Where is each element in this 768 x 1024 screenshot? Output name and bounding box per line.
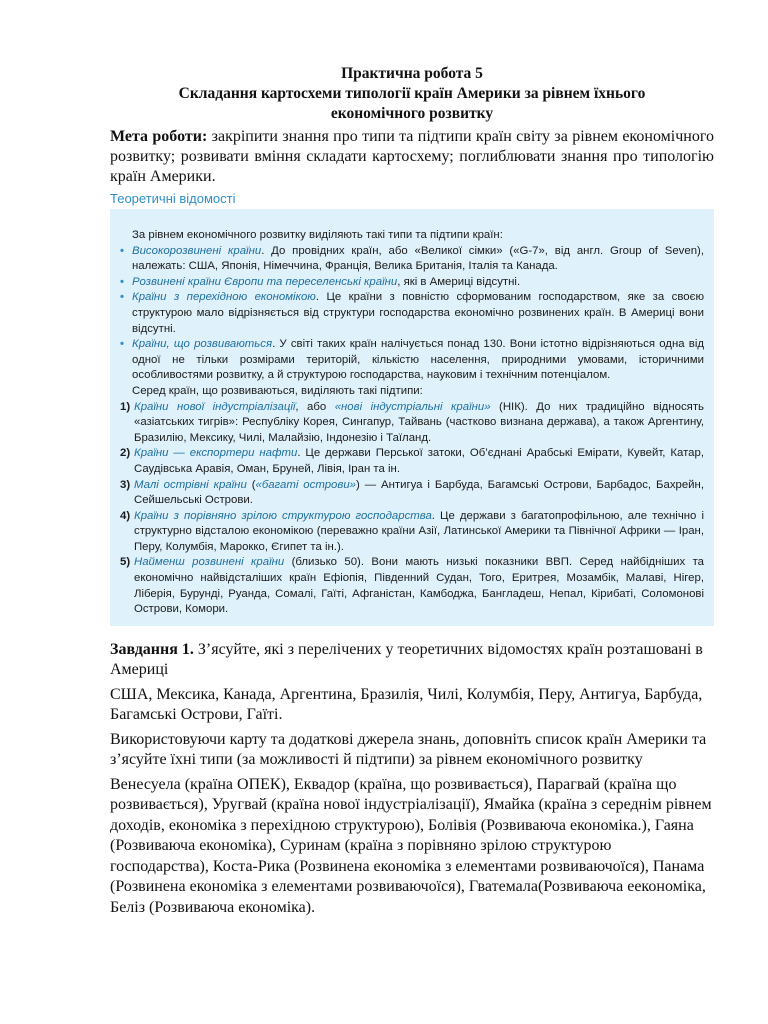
theory-bullet [120, 275, 704, 291]
bullet-text: , які в Америці відсутні. [397, 275, 521, 288]
theory-bullet [120, 337, 704, 384]
subtype-number: 5) [120, 556, 131, 569]
task-paragraph [110, 640, 714, 681]
theory-box [110, 209, 714, 626]
subtype-term-alt: «нові індустріальні країни» [334, 400, 491, 413]
bullet-term: Розвинені країни Європи та переселенські країни [132, 275, 398, 288]
bullet-text: . Це країни з повністю сформованим господарством, яке за своєю структурою мало відрізняється від структури господарства економічно розвинених країн. В Америці вони відсутні. [132, 291, 704, 335]
title-line-1: Практична робота 5 [341, 65, 483, 82]
subtype-text: ) — Антигуа і Барбуда, Багамські Острови, Барбадос, Бахрейн, Сейшельські Острови. [134, 478, 704, 507]
theory-subintro: Серед країн, що розвиваються, виділяють такі підтипи: [132, 384, 423, 397]
theory-bullet [120, 244, 704, 275]
bullet-icon: • [120, 275, 124, 288]
theory-bullet [120, 290, 704, 337]
task-label: Завдання 1. [110, 640, 194, 658]
subtype-item [120, 509, 704, 556]
task-instruction: Використовуючи карту та додаткові джерела знань, доповніть список країн Америки та з’ясуйте їхні типи (за можливості й підтипи) за рівнем економічного розвитку [110, 730, 707, 769]
subtype-number: 1) [120, 400, 131, 413]
page-title [110, 64, 714, 124]
bullet-term: Країни з перехідною економікою [132, 291, 316, 304]
bullet-term: Країни, що розвиваються [132, 338, 273, 351]
task-answer-2: Венесуела (країна ОПЕК), Еквадор (країна, що розвивається), Парагвай (країна що розвивається), Уругвай (країна нової індустріалізації), Ямайка (країна з середнім рівнем доходів, економіка з перехідною структурою), Болівія (Розвиваюча економіка.), Гаяна (Розвиваюча економіка), Суринам (країна з порівняно зрілою структурою господарства), Коста-Рика (Розвинена економіка з елементами розвиваючоїся), Панама (Розвинена економіка з елементами розвиваючоїся), Гватемала(Розвиваюча еекономіка, Беліз (Розвиваюча економіка). [110, 775, 712, 916]
subtype-term: Країни — експортери нафти [134, 447, 298, 460]
subtype-number: 3) [120, 478, 131, 491]
subtype-text: . Це держави з багатопрофільною, але технічно і структурно відсталою економікою (переважно країни Азії, Латинської Америки та Північної Африки — Іран, Перу, Колумбія, Марокко, Єгипет та ін.). [134, 509, 704, 553]
subtype-text: (близько 50). Вони мають низькі показники ВВП. Серед найбідніших та економічно найвідсталіших країн Ефіопія, Південний Судан, Того, Еритрея, Мозамбік, Малаві, Нігер, Ліберія, Бурунді, Руанда, Сомалі, Гаїті, Афганістан, Камбоджа, Бангладеш, Непал, Кірибаті, Соломонові Острови, Комори. [134, 556, 704, 616]
goal-paragraph [110, 127, 714, 187]
subtype-number: 4) [120, 509, 131, 522]
subtype-item [120, 400, 704, 447]
subtype-term-alt: «багаті острови» [255, 478, 356, 491]
subtype-mid: ( [246, 478, 256, 491]
subtype-item [120, 555, 704, 617]
bullet-term: Високорозвинені країни [132, 244, 262, 257]
title-line-3: економічного розвитку [330, 105, 494, 122]
bullet-icon: • [120, 338, 124, 351]
bullet-icon: • [120, 244, 124, 257]
goal-label: Мета роботи: [110, 128, 208, 145]
subtype-text: . Це держави Перської затоки, Об’єднані Арабські Емірати, Кувейт, Катар, Саудівська Аравія, Оман, Бруней, Лівія, Іран та ін. [134, 447, 704, 475]
subtype-term: Країни з порівняно зрілою структурою господарства [134, 509, 432, 522]
goal-text: закріпити знання про типи та підтипи країн світу за рівнем економічного розвитку; розвивати вміння складати картосхему; поглиблювати знання про типологію країн Америки. [110, 128, 714, 185]
subtype-term: Малі острівні країни [134, 478, 247, 491]
theory-heading: Теоретичні відомості [110, 191, 236, 206]
task-answer-1: США, Мексика, Канада, Аргентина, Бразилія, Чилі, Колумбія, Перу, Антигуа, Барбуда, Багамські Острови, Гаїті. [110, 685, 703, 724]
title-line-2: Складання картосхеми типології країн Америки за рівнем їхнього [178, 85, 646, 102]
bullet-text: . До провідних країн, або «Великої сімки» («G-7», від англ. Group of Seven), належать: США, Японія, Німеччина, Франція, Велика Британія, Італія та Канада. [132, 244, 705, 273]
subtype-term: Країни нової індустріалізації [134, 400, 296, 413]
subtype-text: (НІК). До них традиційно відносять «азіатських тигрів»: Республіку Корея, Сингапур, Тайвань (частково визнана держава), а також Аргентину, Бразилію, Мексику, Чилі, Малайзію, Індонезію і Таїланд. [134, 400, 704, 444]
bullet-text: . У світі таких країн налічується понад 130. Вони істотно відрізняються одна від одної не тільки розмірами територій, кількістю населення, природними умовами, історичними особливостями розвитку, а й структурою господарства, науковим і технічним потенціалом. [132, 338, 704, 382]
theory-intro: За рівнем економічного розвитку виділяють такі типи та підтипи країн: [132, 229, 503, 241]
subtype-number: 2) [120, 447, 131, 460]
subtype-mid: , або [295, 400, 335, 413]
task-text: З’ясуйте, які з перелічених у теоретичних відомостях країн розташовані в Америці [110, 640, 703, 679]
bullet-icon: • [120, 291, 124, 304]
subtype-term: Найменш розвинені країни [134, 556, 285, 569]
subtype-item [120, 446, 704, 477]
document-page [110, 64, 714, 918]
subtype-item [120, 478, 704, 509]
